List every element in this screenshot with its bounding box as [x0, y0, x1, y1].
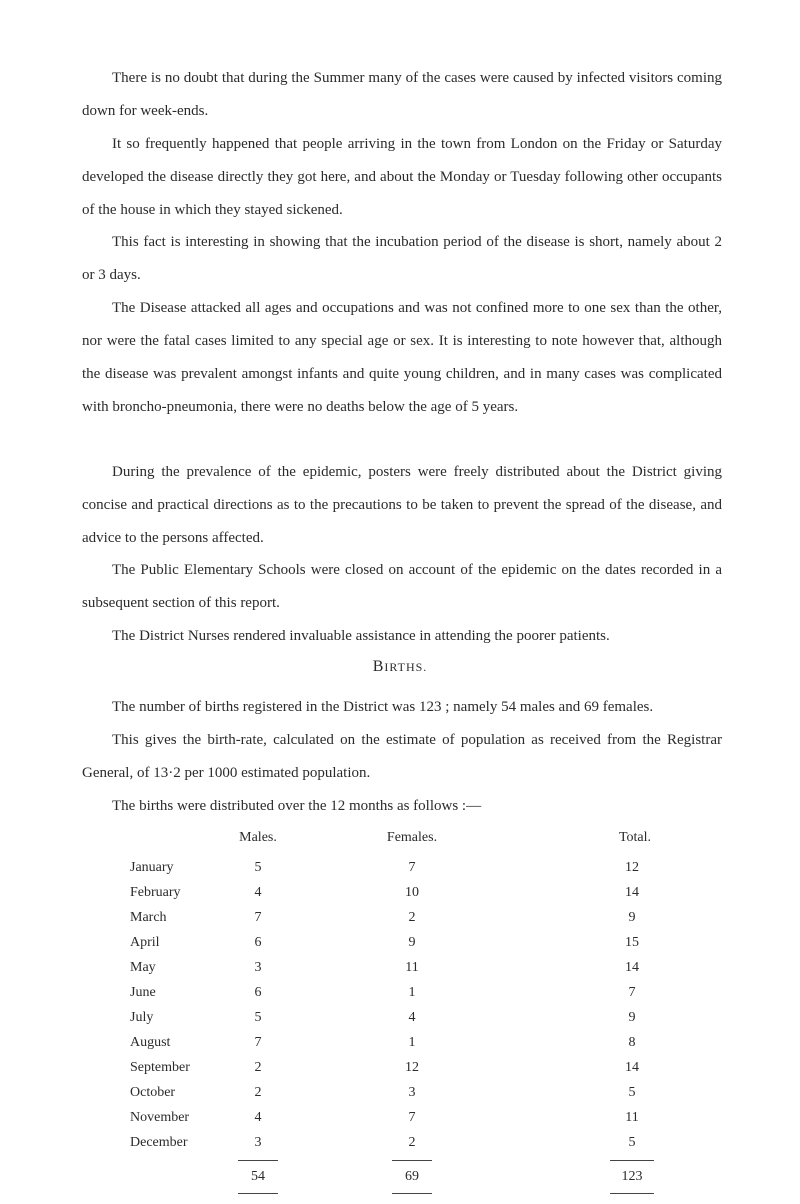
table-row-month: May: [130, 960, 156, 975]
table-cell-females: 9: [408, 935, 416, 950]
births-heading-rest: IRTHS.: [384, 660, 428, 674]
paragraph-week-end-visitors: There is no doubt that during the Summer many of the cases were caused by infected visitors coming down for week-ends.: [82, 70, 722, 119]
table-cell-total: 5: [628, 1135, 636, 1150]
table-row-month: September: [130, 1060, 190, 1075]
table-cell-males: 7: [254, 910, 262, 925]
header-males: Males.: [239, 830, 277, 845]
total-total-rule-bottom: [610, 1193, 654, 1194]
table-cell-total: 15: [625, 935, 639, 950]
table-row-month: April: [130, 935, 160, 950]
paragraph-london-arrivals: It so frequently happened that people arriving in the town from London on the Friday or Saturday developed the disease directly they got here, and about the Monday or Tuesday following other occupants of the house in which they stayed sickened.: [82, 136, 722, 218]
paragraph-births-distribution: The births were distributed over the 12 months as follows :—: [112, 798, 482, 814]
table-cell-females: 10: [405, 885, 419, 900]
table-cell-males: 3: [254, 1135, 262, 1150]
table-row-month: December: [130, 1135, 188, 1150]
table-cell-males: 2: [254, 1085, 262, 1100]
table-cell-females: 11: [405, 960, 419, 975]
table-cell-females: 12: [405, 1060, 419, 1075]
paragraph-birth-rate: This gives the birth-rate, calculated on the estimate of population as received from the Registrar General, of 13·2 per 1000 estimated population.: [82, 732, 722, 781]
table-cell-males: 6: [254, 985, 262, 1000]
table-cell-total: 7: [628, 985, 636, 1000]
table-cell-females: 7: [408, 1110, 416, 1125]
table-cell-males: 5: [254, 1010, 262, 1025]
females-total-rule-top: [392, 1160, 432, 1161]
total-females: 69: [405, 1169, 419, 1184]
table-row-month: June: [130, 985, 156, 1000]
table-cell-males: 3: [254, 960, 262, 975]
table-row-month: October: [130, 1085, 176, 1100]
paragraph-disease-ages: The Disease attacked all ages and occupations and was not confined more to one sex than the other, nor were the fatal cases limited to any special age or sex. It is interesting to note however that, although the disease was prevalent amongst infants and quite young children, and in many cases was complicated with broncho-pneumonia, there were no deaths below the age of 5 years.: [82, 300, 722, 415]
table-row-month: March: [130, 910, 167, 925]
table-cell-males: 7: [254, 1035, 262, 1050]
table-cell-total: 9: [628, 910, 636, 925]
table-cell-males: 5: [254, 860, 262, 875]
table-row-month: July: [130, 1010, 154, 1025]
table-cell-males: 6: [254, 935, 262, 950]
paragraph-incubation-period: This fact is interesting in showing that the incubation period of the disease is short, namely about 2 or 3 days.: [82, 234, 722, 283]
table-cell-total: 12: [625, 860, 639, 875]
paragraph-schools-closed: The Public Elementary Schools were closed on account of the epidemic on the dates recorded in a subsequent section of this report.: [82, 562, 722, 611]
table-cell-males: 4: [254, 885, 262, 900]
table-cell-total: 14: [625, 1060, 639, 1075]
table-cell-total: 9: [628, 1010, 636, 1025]
table-cell-total: 11: [625, 1110, 639, 1125]
table-cell-males: 2: [254, 1060, 262, 1075]
table-cell-females: 2: [408, 1135, 416, 1150]
table-cell-total: 8: [628, 1035, 636, 1050]
table-row-month: February: [130, 885, 181, 900]
table-cell-females: 4: [408, 1010, 416, 1025]
table-cell-females: 1: [408, 1035, 416, 1050]
paragraph-births-number: The number of births registered in the District was 123 ; namely 54 males and 69 females.: [112, 699, 654, 715]
table-cell-males: 4: [254, 1110, 262, 1125]
table-cell-females: 2: [408, 910, 416, 925]
births-heading-initial: B: [372, 658, 385, 675]
table-cell-females: 3: [408, 1085, 416, 1100]
males-total-rule-top: [238, 1160, 278, 1161]
females-total-rule-bottom: [392, 1193, 432, 1194]
header-total: Total.: [618, 830, 652, 845]
table-cell-females: 7: [408, 860, 416, 875]
header-females: Females.: [386, 830, 438, 845]
paragraph-posters: During the prevalence of the epidemic, posters were freely distributed about the District giving concise and practical directions as to the precautions to be taken to prevent the spread of the disease, and advice to the persons affected.: [82, 464, 722, 546]
total-total-rule-top: [610, 1160, 654, 1161]
total-grand: 123: [621, 1169, 643, 1184]
table-cell-total: 5: [628, 1085, 636, 1100]
total-males: 54: [251, 1169, 265, 1184]
table-row-month: November: [130, 1110, 190, 1125]
table-row-month: August: [130, 1035, 171, 1050]
table-cell-females: 1: [408, 985, 416, 1000]
males-total-rule-bottom: [238, 1193, 278, 1194]
table-row-month: January: [130, 860, 174, 875]
table-cell-total: 14: [625, 885, 639, 900]
paragraph-district-nurses: The District Nurses rendered invaluable assistance in attending the poorer patients.: [112, 628, 610, 644]
table-cell-total: 14: [625, 960, 639, 975]
